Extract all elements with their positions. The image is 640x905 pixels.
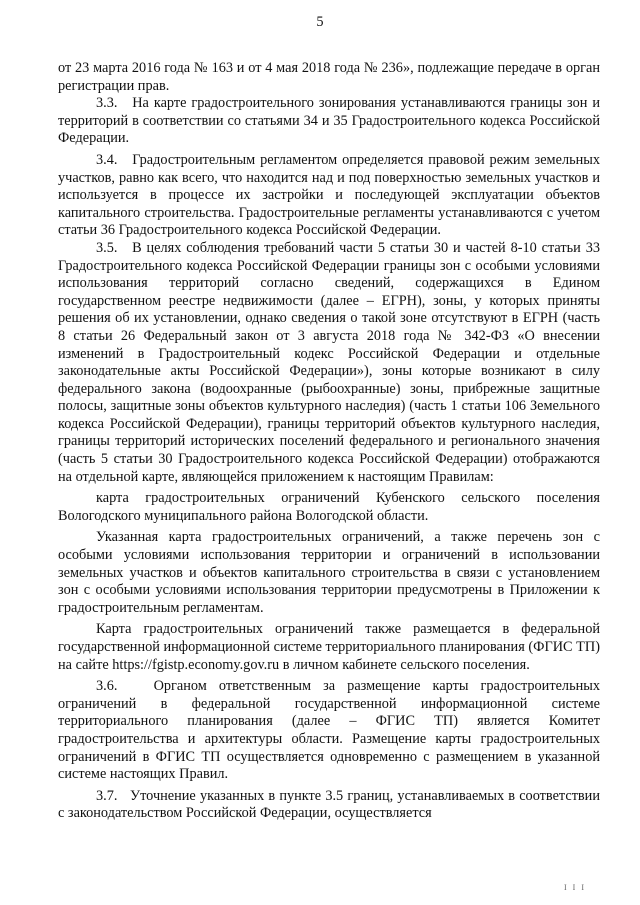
paragraph-fgis-placement: Карта градостроительных ограничений также размещается в федеральной государственной информационной системе территориального планирования (ФГИС ТП) на сайте https://fgistp.economy.gov.ru в личном кабинете сельского поселения. <box>58 621 600 673</box>
paragraph-3-7: 3.7. Уточнение указанных в пункте 3.5 границ, устанавливаемых в соответствии с законодательством Российской Федерации, осуществляется <box>58 787 600 822</box>
document-body <box>58 60 600 823</box>
paragraph-continuation: от 23 марта 2016 года № 163 и от 4 мая 2018 года № 236», подлежащие передаче в орган регистрации прав. <box>58 60 600 94</box>
paragraph-3-3: 3.3. На карте градостроительного зонирования устанавливаются границы зон и территорий в соответствии со статьями 34 и 35 Градостроительного кодекса Российской Федерации. <box>58 95 600 147</box>
page-number: 5 <box>316 14 324 30</box>
paragraph-3-5: 3.5. В целях соблюдения требований части 5 статьи 30 и частей 8-10 статьи 33 Градостроительного кодекса Российской Федерации границы зон с особыми условиями использования территорий согласно сведений, содержащихся в Едином государственном реестре недвижимости (далее – ЕГРН), зоны, у которых приняты решения об их установлении, однако сведения о такой зоне отсутствуют в ЕГРН (часть 8 статьи 26 Федеральный закон от 3 августа 2018 года № 342-ФЗ «О внесении изменений в Градостроительный кодекс Российской Федерации и отдельные законодательные акты Российской Федерации»), зоны которые возникают в силу федерального закона (водоохранные (рыбоохранные) зоны, прибрежные защитные полосы, защитные зоны объектов культурного наследия) (часть 1 статьи 106 Земельного кодекса Российской Федерации), границы территорий объектов культурного наследия, границы территорий исторических поселений федерального и регионального значения (часть 5 статьи 30 Градостроительного кодекса Российской Федерации) отображаются на отдельной карте, являющейся приложением к настоящим Правилам: <box>58 239 600 485</box>
footer-mark: I I I <box>564 883 586 893</box>
paragraph-map-name: карта градостроительных ограничений Кубенского сельского поселения Вологодского муниципального района Вологодской области. <box>58 490 600 524</box>
paragraph-3-4: 3.4. Градостроительным регламентом определяется правовой режим земельных участков, равно как всего, что находится над и под поверхностью земельных участков и используется в процессе их застройки и последующей эксплуатации объектов капитального строительства. Градостроительные регламенты устанавливаются с учетом статьи 36 Градостроительного кодекса Российской Федерации. <box>58 151 600 239</box>
paragraph-3-6: 3.6. Органом ответственным за размещение карты градостроительных ограничений в федеральной государственной информационной системе территориального планирования (далее – ФГИС ТП) является Комитет градостроительства и архитектуры области. Размещение карты градостроительных ограничений в ФГИС ТП осуществляется одновременно с размещением в указанной системе настоящих Правил. <box>58 678 600 783</box>
paragraph-map-description: Указанная карта градостроительных ограничений, а также перечень зон с особыми условиями использования территории и ограничений в использовании земельных участков и объектов капитального строительства в связи с установлением зон с особыми условиями использования территории предусмотрены в Приложении к градостроительным регламентам. <box>58 529 600 616</box>
